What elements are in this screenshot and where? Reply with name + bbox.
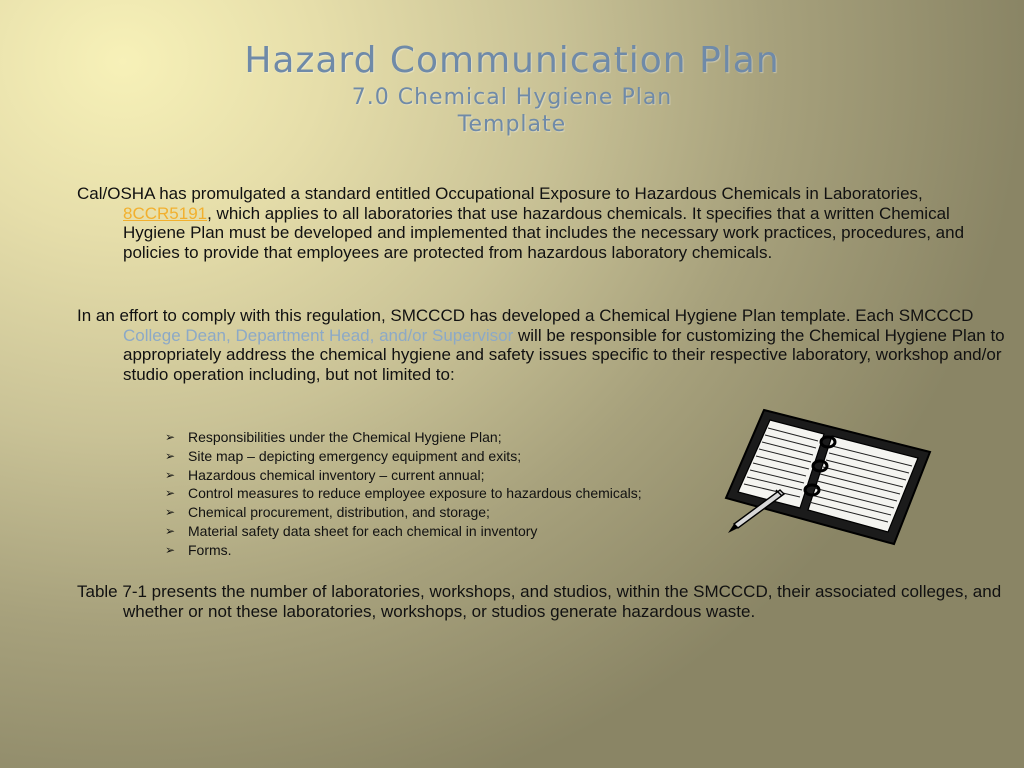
regulation-link[interactable]: 8CCR5191 (123, 203, 208, 223)
arrow-bullet-icon: ➢ (165, 505, 176, 520)
arrow-bullet-icon: ➢ (165, 430, 176, 444)
list-item (165, 447, 642, 466)
slide-title: Hazard Communication Plan (244, 40, 780, 81)
paragraph-cal-osha (77, 184, 1003, 262)
slide-subtitle-line2: Template (457, 112, 567, 137)
list-item-text: Forms. (188, 541, 232, 558)
paragraph-compliance-text-2: will be responsible for customizing the Chemical Hygiene Plan to appropriately address the chemical hygiene and safety issues specific to their respective laboratory, workshop and/or studio operation including, but not limited to: (123, 325, 1005, 384)
arrow-bullet-icon: ➢ (165, 448, 176, 463)
responsible-parties-highlight: College Dean, Department Head, and/or Supervisor (123, 325, 514, 345)
list-item-text: Hazardous chemical inventory – current annual; (188, 466, 485, 483)
list-item (165, 428, 642, 447)
list-item (165, 522, 642, 541)
list-item (165, 503, 642, 522)
list-item (165, 541, 642, 560)
slide-subtitle-line1: 7.0 Chemical Hygiene Plan (351, 85, 673, 110)
list-item-text: Site map – depicting emergency equipment and exits; (188, 447, 522, 464)
day-planner-with-pen-icon (724, 406, 932, 546)
list-item-text: Responsibilities under the Chemical Hygiene Plan; (188, 429, 502, 445)
list-item (165, 484, 642, 503)
list-item (165, 466, 642, 485)
list-item-text: Control measures to reduce employee exposure to hazardous chemicals; (188, 485, 642, 502)
paragraph-compliance (77, 306, 1023, 384)
arrow-bullet-icon: ➢ (165, 542, 176, 557)
arrow-bullet-icon: ➢ (165, 523, 176, 538)
title-block (0, 38, 1024, 138)
arrow-bullet-icon: ➢ (165, 467, 176, 482)
paragraph-table-reference: Table 7-1 presents the number of laboratories, workshops, and studios, within the SMCCCD, their associated colleges, and whether or not these laboratories, workshops, or studios generate hazardous waste. (77, 582, 1002, 621)
requirements-list (165, 428, 642, 560)
list-item-text: Material safety data sheet for each chemical in inventory (188, 522, 538, 539)
paragraph-cal-osha-text-2: , which applies to all laboratories that use hazardous chemicals. It specifies that a written Chemical Hygiene Plan must be developed and implemented that includes the necessary work practices, procedures, and policies to provide that employees are protected from hazardous laboratory chemicals. (123, 203, 965, 262)
list-item-text: Chemical procurement, distribution, and storage; (188, 504, 490, 521)
paragraph-compliance-text-1: In an effort to comply with this regulation, SMCCCD has developed a Chemical Hygiene Plan template. Each SMCCCD (77, 306, 974, 325)
arrow-bullet-icon: ➢ (165, 486, 176, 501)
paragraph-cal-osha-text-1: Cal/OSHA has promulgated a standard entitled Occupational Exposure to Hazardous Chemicals in Laboratories, (77, 184, 923, 203)
